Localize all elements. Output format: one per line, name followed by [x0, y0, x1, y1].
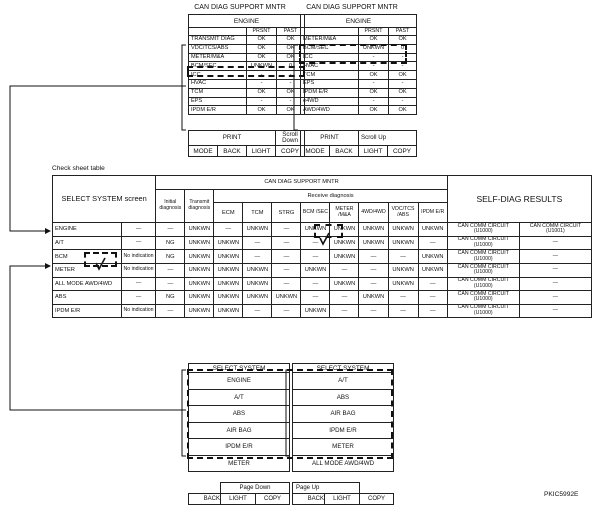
row-receive-cell: UNKWN [330, 236, 359, 250]
row-receive-cell: — [359, 277, 388, 291]
row-select-system: — [121, 277, 155, 291]
row-receive-cell: UNKWN [388, 223, 418, 237]
row-label: AWD/4WD [301, 106, 359, 115]
row-receive-cell: UNKWN [243, 263, 272, 277]
screen-left-title: CAN DIAG SUPPORT MNTR [194, 4, 286, 11]
select-system-item[interactable]: A/T [293, 373, 394, 390]
row-transmit: UNKWN [185, 250, 214, 264]
row-receive-cell: — [359, 263, 388, 277]
row-receive-cell: — [243, 250, 272, 264]
row-receive-cell: — [301, 291, 330, 305]
row-self-diag-2: — [519, 304, 591, 318]
light-button[interactable]: LIGHT [247, 146, 276, 157]
row-receive-cell: UNKWN [359, 223, 388, 237]
row-label: METER/M&A [189, 53, 247, 62]
row-receive-cell: — [330, 304, 359, 318]
back-button[interactable]: BACK [330, 146, 359, 157]
table-row [53, 236, 592, 250]
col-tcm: TCM [243, 203, 272, 223]
row-label: BCM/SEC [301, 44, 359, 53]
copy-button[interactable]: COPY [276, 146, 305, 157]
row-label: EPS [301, 79, 359, 88]
row-system-name: BCM [53, 250, 122, 264]
row-select-system: No indication [121, 250, 155, 264]
col-4wd: 4WD/4WD [359, 203, 388, 223]
col-transmit: Transmit diagnosis [185, 189, 214, 223]
row-label: TRANSMIT DIAG [189, 36, 247, 45]
row-receive-cell: — [301, 250, 330, 264]
row-receive-cell: UNKWN [214, 291, 243, 305]
light-button[interactable]: LIGHT [325, 494, 360, 505]
row-receive-cell: — [418, 277, 447, 291]
row-label: HVAC [301, 62, 359, 71]
row-transmit: UNKWN [185, 304, 214, 318]
row-initial: NG [156, 291, 185, 305]
page-down-button[interactable]: Page Down [221, 483, 290, 494]
row-label: IPDM E/R [189, 106, 247, 115]
row-receive-cell: UNKWN [301, 263, 330, 277]
col-past: PAST [389, 28, 417, 36]
row-label: VDC/TCS/ABS [189, 44, 247, 53]
back-button[interactable]: BACK [293, 494, 325, 505]
row-self-diag-2: CAN COMM CIRCUIT (U1001) [519, 223, 591, 237]
row-receive-cell: — [388, 250, 418, 264]
screen-right-header: ENGINE [301, 15, 417, 28]
select-right-title: SELECT SYSTEM [293, 364, 394, 373]
row-label: e4WD [301, 97, 359, 106]
select-system-item[interactable]: IPDM E/R [189, 439, 290, 456]
screen-left-header: ENGINE [189, 15, 305, 28]
row-label: EPS [189, 97, 247, 106]
row-initial: — [156, 263, 185, 277]
table-row [53, 291, 592, 305]
select-system-item[interactable]: ABS [293, 389, 394, 406]
row-self-diag-2: — [519, 263, 591, 277]
row-transmit: UNKWN [185, 263, 214, 277]
row-select-system: — [121, 291, 155, 305]
select-system-item[interactable]: METER [189, 455, 290, 472]
row-system-name: ABS [53, 291, 122, 305]
copy-button[interactable]: COPY [360, 494, 394, 505]
scroll-down-button[interactable]: Scroll Down [276, 131, 305, 146]
can-diag-screen-right-buttons [300, 130, 417, 157]
row-initial: NG [156, 250, 185, 264]
row-receive-cell: UNKWN [243, 277, 272, 291]
can-diag-screen-right: ENGINE PRSNT PAST METER/M&A OK OK BCM/SEC UNKWN 0 ICC - - HVAC - - TCM OK OK EPS - - IPDM E/R OK OK e4WD - - AWD/4WD OK OK [300, 14, 417, 115]
row-receive-cell: — [272, 236, 301, 250]
print-button[interactable]: PRINT [301, 131, 359, 146]
row-receive-cell: — [272, 304, 301, 318]
col-receive: Receive diagnosis [214, 189, 447, 203]
row-self-diag-2: — [519, 291, 591, 305]
row-receive-cell: UNKWN [388, 236, 418, 250]
row-label: TCM [189, 88, 247, 97]
row-receive-cell: UNKWN [359, 236, 388, 250]
row-self-diag-2: — [519, 277, 591, 291]
row-label: ICC [189, 71, 247, 80]
row-receive-cell: UNKWN [330, 250, 359, 264]
row-receive-cell: — [301, 236, 330, 250]
col-prsnt: PRSNT [359, 28, 389, 36]
row-select-system: No indication [121, 263, 155, 277]
row-initial: — [156, 223, 185, 237]
row-select-system: — [121, 223, 155, 237]
col-select-system: SELECT SYSTEM screen [53, 176, 156, 223]
col-ecm: ECM [214, 203, 243, 223]
row-transmit: UNKWN [185, 291, 214, 305]
back-button[interactable]: BACK [189, 494, 221, 505]
row-receive-cell: UNKWN [214, 263, 243, 277]
row-receive-cell: — [388, 291, 418, 305]
select-system-item[interactable]: AIR BAG [293, 406, 394, 423]
row-receive-cell: UNKWN [243, 223, 272, 237]
row-receive-cell: — [272, 263, 301, 277]
row-initial: — [156, 304, 185, 318]
mode-button[interactable]: MODE [301, 146, 330, 157]
figure-code: PKIC5992E [544, 491, 579, 498]
table-row [53, 304, 592, 318]
highlight-bcm-sec-left [187, 66, 305, 77]
row-receive-cell: UNKWN [388, 263, 418, 277]
row-transmit: UNKWN [185, 223, 214, 237]
col-initial: Initial diagnosis [156, 189, 185, 223]
row-receive-cell: UNKWN [330, 277, 359, 291]
row-select-system: No indication [121, 304, 155, 318]
col-past: PAST [277, 28, 305, 36]
can-diag-screen-left-buttons [188, 130, 305, 157]
row-receive-cell: UNKWN [418, 250, 447, 264]
table-row [53, 250, 592, 264]
row-system-name: IPDM E/R [53, 304, 122, 318]
row-receive-cell: — [330, 291, 359, 305]
highlight-engine-bcm-sec [314, 224, 343, 238]
table-row [53, 263, 592, 277]
select-system-item[interactable]: A/T [189, 389, 290, 406]
row-receive-cell: — [301, 277, 330, 291]
row-label: BCM/SEC [189, 62, 247, 71]
row-label: METER/M&A [301, 36, 359, 45]
row-label: HVAC [189, 79, 247, 88]
row-receive-cell: — [243, 304, 272, 318]
select-system-item[interactable]: IPDM E/R [293, 422, 394, 439]
row-receive-cell: — [330, 263, 359, 277]
row-self-diag-1: CAN COMM CIRCUIT (U1000) [447, 250, 519, 264]
row-receive-cell: UNKWN [214, 304, 243, 318]
row-receive-cell: — [272, 250, 301, 264]
row-label: ICC [301, 53, 359, 62]
row-receive-cell: UNKWN [330, 223, 359, 237]
select-system-item[interactable]: ABS [189, 406, 290, 423]
row-initial: — [156, 277, 185, 291]
row-transmit: UNKWN [185, 236, 214, 250]
row-self-diag-1: CAN COMM CIRCUIT (U1000) [447, 263, 519, 277]
row-select-system: — [121, 236, 155, 250]
row-receive-cell: — [359, 304, 388, 318]
row-self-diag-1: CAN COMM CIRCUIT (U1000) [447, 277, 519, 291]
mode-button[interactable]: MODE [189, 146, 218, 157]
screen-right-title: CAN DIAG SUPPORT MNTR [306, 4, 398, 11]
row-label: IPDM E/R [301, 88, 359, 97]
row-system-name: METER [53, 263, 122, 277]
page-up-button[interactable]: Page Up [293, 483, 360, 494]
row-self-diag-1: CAN COMM CIRCUIT (U1000) [447, 304, 519, 318]
row-transmit: UNKWN [185, 277, 214, 291]
row-self-diag-1: CAN COMM CIRCUIT (U1000) [447, 291, 519, 305]
col-strg: STRG [272, 203, 301, 223]
highlight-select-system-lists [187, 369, 393, 459]
check-sheet-table [52, 175, 592, 318]
select-system-item[interactable]: AIR BAG [189, 422, 290, 439]
row-system-name: A/T [53, 236, 122, 250]
select-system-item[interactable]: ENGINE [189, 373, 290, 390]
row-receive-cell: — [418, 304, 447, 318]
row-receive-cell: — [272, 223, 301, 237]
select-left-title: SELECT SYSTEM [189, 364, 290, 373]
col-ipdm: IPDM E/R [418, 203, 447, 223]
row-receive-cell: — [418, 236, 447, 250]
row-self-diag-1: CAN COMM CIRCUIT (U1000) [447, 236, 519, 250]
row-receive-cell: — [359, 250, 388, 264]
row-receive-cell: UNKWN [301, 304, 330, 318]
row-receive-cell: UNKWN [243, 291, 272, 305]
light-button[interactable]: LIGHT [221, 494, 256, 505]
row-receive-cell: UNKWN [418, 223, 447, 237]
row-receive-cell: UNKWN [301, 223, 330, 237]
select-system-item[interactable]: METER [293, 439, 394, 456]
row-receive-cell: — [418, 291, 447, 305]
row-receive-cell: UNKWN [214, 277, 243, 291]
col-can-diag: CAN DIAG SUPPORT MNTR [156, 176, 447, 190]
row-receive-cell: — [243, 236, 272, 250]
row-self-diag-2: — [519, 236, 591, 250]
col-bcm-sec: BCM /SEC [301, 203, 330, 223]
light-button[interactable]: LIGHT [359, 146, 388, 157]
back-button[interactable]: BACK [218, 146, 247, 157]
row-self-diag-2: — [519, 250, 591, 264]
row-self-diag-1: CAN COMM CIRCUIT (U1000) [447, 223, 519, 237]
can-diag-screen-left: ENGINE PRSNT PAST TRANSMIT DIAG OK OK VDC/TCS/ABS OK OK METER/M&A OK OK BCM/SEC UNKWN 0 ICC - - HVAC - - TCM OK OK EPS - - IPDM E/R OK OK [188, 14, 305, 115]
col-meter: METER /M&A [330, 203, 359, 223]
row-receive-cell: — [388, 304, 418, 318]
col-self-diag: SELF-DIAG RESULTS [447, 176, 591, 223]
copy-button[interactable]: COPY [388, 146, 417, 157]
row-receive-cell: — [214, 223, 243, 237]
row-label: TCM [301, 71, 359, 80]
col-prsnt: PRSNT [247, 28, 277, 36]
highlight-bcm-sec-right [299, 44, 407, 64]
row-system-name: ALL MODE AWD/4WD [53, 277, 122, 291]
table-row [53, 277, 592, 291]
col-vdc: VDC/TCS /ABS [388, 203, 418, 223]
row-receive-cell: UNKWN [214, 250, 243, 264]
row-initial: NG [156, 236, 185, 250]
row-receive-cell: UNKWN [418, 263, 447, 277]
print-button[interactable]: PRINT [189, 131, 276, 146]
row-receive-cell: — [272, 277, 301, 291]
row-system-name: ENGINE [53, 223, 122, 237]
row-receive-cell: UNKWN [272, 291, 301, 305]
row-receive-cell: UNKWN [388, 277, 418, 291]
row-receive-cell: UNKWN [359, 291, 388, 305]
row-receive-cell: UNKWN [214, 236, 243, 250]
select-system-item[interactable]: ALL MODE AWD/4WD [293, 455, 394, 472]
scroll-up-button[interactable]: Scroll Up [359, 131, 417, 146]
copy-button[interactable]: COPY [256, 494, 290, 505]
check-sheet-title: Check sheet table [52, 165, 105, 172]
highlight-bcm-no-indication [84, 252, 117, 267]
